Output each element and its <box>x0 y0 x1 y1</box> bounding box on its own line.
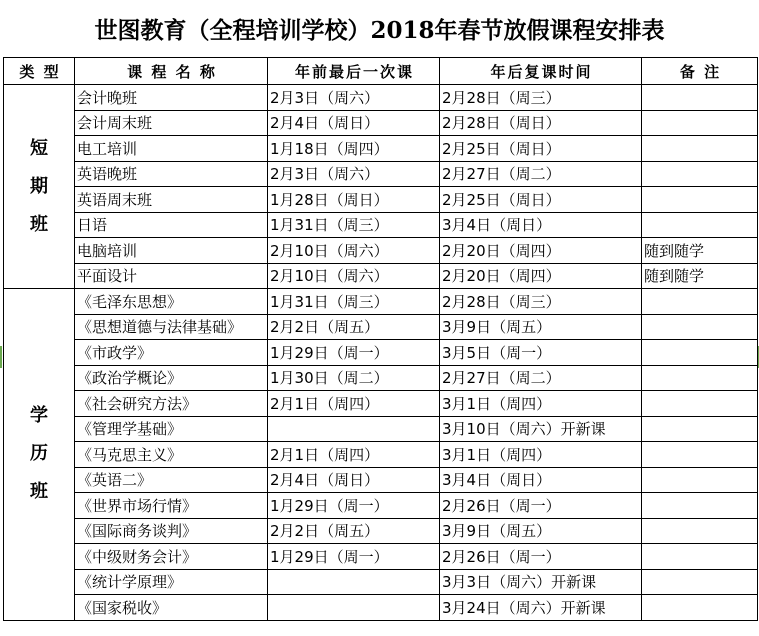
course-cell[interactable]: 《毛泽东思想》 <box>75 289 268 315</box>
course-cell[interactable]: 会计晚班 <box>75 85 268 111</box>
table-row <box>4 238 758 264</box>
note-cell[interactable] <box>642 416 758 442</box>
last-class-cell[interactable]: 2月3日（周六） <box>268 161 440 187</box>
last-class-cell[interactable]: 2月2日（周五） <box>268 314 440 340</box>
table-row <box>4 391 758 417</box>
category-label: 短期班 <box>30 137 48 235</box>
last-class-cell[interactable] <box>268 569 440 595</box>
table-row <box>4 314 758 340</box>
last-class-cell[interactable] <box>268 416 440 442</box>
resume-cell[interactable]: 2月25日（周日） <box>440 187 642 213</box>
course-cell[interactable]: 《英语二》 <box>75 467 268 493</box>
resume-cell[interactable]: 3月4日（周日） <box>440 212 642 238</box>
table-row <box>4 416 758 442</box>
resume-cell[interactable]: 2月28日（周日） <box>440 110 642 136</box>
table-row <box>4 110 758 136</box>
resume-cell[interactable]: 3月24日（周六）开新课 <box>440 595 642 621</box>
note-cell[interactable] <box>642 493 758 519</box>
last-class-cell[interactable]: 1月18日（周四） <box>268 136 440 162</box>
last-class-cell[interactable]: 2月2日（周五） <box>268 518 440 544</box>
table-row <box>4 595 758 621</box>
last-class-cell[interactable]: 2月3日（周六） <box>268 85 440 111</box>
resume-cell[interactable]: 3月5日（周一） <box>440 340 642 366</box>
row-selection-marker <box>0 346 2 368</box>
resume-cell[interactable]: 3月10日（周六）开新课 <box>440 416 642 442</box>
resume-cell[interactable]: 2月26日（周一） <box>440 493 642 519</box>
resume-cell[interactable]: 3月4日（周日） <box>440 467 642 493</box>
note-cell[interactable] <box>642 289 758 315</box>
resume-cell[interactable]: 2月27日（周二） <box>440 365 642 391</box>
resume-cell[interactable]: 2月20日（周四） <box>440 238 642 264</box>
resume-cell[interactable]: 3月3日（周六）开新课 <box>440 569 642 595</box>
course-cell[interactable]: 《管理学基础》 <box>75 416 268 442</box>
course-cell[interactable]: 《国际商务谈判》 <box>75 518 268 544</box>
last-class-cell[interactable]: 2月10日（周六） <box>268 238 440 264</box>
course-cell[interactable]: 《国家税收》 <box>75 595 268 621</box>
table-row <box>4 136 758 162</box>
table-row <box>4 467 758 493</box>
course-cell[interactable]: 《中级财务会计》 <box>75 544 268 570</box>
last-class-cell[interactable]: 2月1日（周四） <box>268 391 440 417</box>
course-cell[interactable]: 《世界市场行情》 <box>75 493 268 519</box>
table-row <box>4 442 758 468</box>
category-cell[interactable] <box>4 85 75 289</box>
resume-cell[interactable]: 3月9日（周五） <box>440 518 642 544</box>
last-class-cell[interactable] <box>268 595 440 621</box>
table-row <box>4 85 758 111</box>
table-row <box>4 263 758 289</box>
schedule-table <box>3 57 758 621</box>
resume-cell[interactable]: 3月9日（周五） <box>440 314 642 340</box>
table-row <box>4 340 758 366</box>
resume-cell[interactable]: 2月26日（周一） <box>440 544 642 570</box>
note-cell[interactable] <box>642 365 758 391</box>
resume-cell[interactable]: 2月28日（周三） <box>440 85 642 111</box>
course-cell[interactable]: 日语 <box>75 212 268 238</box>
table-row <box>4 544 758 570</box>
note-cell[interactable] <box>642 595 758 621</box>
category-label: 学历班 <box>30 405 48 503</box>
header-row <box>4 58 758 85</box>
page-title: 世图教育（全程培训学校）2018年春节放假课程安排表 <box>94 17 665 44</box>
header-course[interactable]: 课 程 名 称 <box>75 58 268 85</box>
note-cell[interactable] <box>642 314 758 340</box>
course-cell[interactable]: 《马克思主义》 <box>75 442 268 468</box>
last-class-cell[interactable]: 2月10日（周六） <box>268 263 440 289</box>
course-cell[interactable]: 会计周末班 <box>75 110 268 136</box>
table-row <box>4 518 758 544</box>
resume-cell[interactable]: 2月27日（周二） <box>440 161 642 187</box>
course-cell[interactable]: 《政治学概论》 <box>75 365 268 391</box>
note-cell[interactable]: 随到随学 <box>642 238 758 264</box>
header-note[interactable]: 备 注 <box>642 58 758 85</box>
last-class-cell[interactable]: 1月30日（周二） <box>268 365 440 391</box>
last-class-cell[interactable]: 2月4日（周日） <box>268 110 440 136</box>
last-class-cell[interactable]: 2月1日（周四） <box>268 442 440 468</box>
note-cell[interactable] <box>642 110 758 136</box>
course-cell[interactable]: 《市政学》 <box>75 340 268 366</box>
note-cell[interactable] <box>642 518 758 544</box>
table-row <box>4 493 758 519</box>
course-cell[interactable]: 平面设计 <box>75 263 268 289</box>
table-row <box>4 161 758 187</box>
note-cell[interactable] <box>642 340 758 366</box>
course-cell[interactable]: 电工培训 <box>75 136 268 162</box>
header-resume-time[interactable]: 年后复课时间 <box>440 58 642 85</box>
category-cell[interactable] <box>4 289 75 621</box>
last-class-cell[interactable]: 1月31日（周三） <box>268 212 440 238</box>
table-row <box>4 187 758 213</box>
course-cell[interactable]: 《思想道德与法律基础》 <box>75 314 268 340</box>
note-cell[interactable] <box>642 187 758 213</box>
resume-cell[interactable]: 2月25日（周日） <box>440 136 642 162</box>
table-row <box>4 289 758 315</box>
resume-cell[interactable]: 3月1日（周四） <box>440 442 642 468</box>
resume-cell[interactable]: 2月28日（周三） <box>440 289 642 315</box>
last-class-cell[interactable]: 1月31日（周三） <box>268 289 440 315</box>
note-cell[interactable] <box>642 442 758 468</box>
table-row <box>4 569 758 595</box>
header-type[interactable]: 类 型 <box>4 58 75 85</box>
note-cell[interactable] <box>642 161 758 187</box>
last-class-cell[interactable]: 1月29日（周一） <box>268 544 440 570</box>
last-class-cell[interactable]: 1月29日（周一） <box>268 340 440 366</box>
resume-cell[interactable]: 3月1日（周四） <box>440 391 642 417</box>
resume-cell[interactable]: 2月20日（周四） <box>440 263 642 289</box>
note-cell[interactable] <box>642 467 758 493</box>
course-cell[interactable]: 英语晚班 <box>75 161 268 187</box>
note-cell[interactable] <box>642 212 758 238</box>
note-cell[interactable] <box>642 569 758 595</box>
table-row <box>4 365 758 391</box>
last-class-cell[interactable]: 2月4日（周日） <box>268 467 440 493</box>
course-cell[interactable]: 《统计学原理》 <box>75 569 268 595</box>
note-cell[interactable] <box>642 136 758 162</box>
note-cell[interactable] <box>642 544 758 570</box>
course-cell[interactable]: 电脑培训 <box>75 238 268 264</box>
note-cell[interactable]: 随到随学 <box>642 263 758 289</box>
header-last-class[interactable]: 年前最后一次课 <box>268 58 440 85</box>
last-class-cell[interactable]: 1月28日（周日） <box>268 187 440 213</box>
course-cell[interactable]: 《社会研究方法》 <box>75 391 268 417</box>
table-row <box>4 212 758 238</box>
course-cell[interactable]: 英语周末班 <box>75 187 268 213</box>
note-cell[interactable] <box>642 391 758 417</box>
note-cell[interactable] <box>642 85 758 111</box>
last-class-cell[interactable]: 1月29日（周一） <box>268 493 440 519</box>
